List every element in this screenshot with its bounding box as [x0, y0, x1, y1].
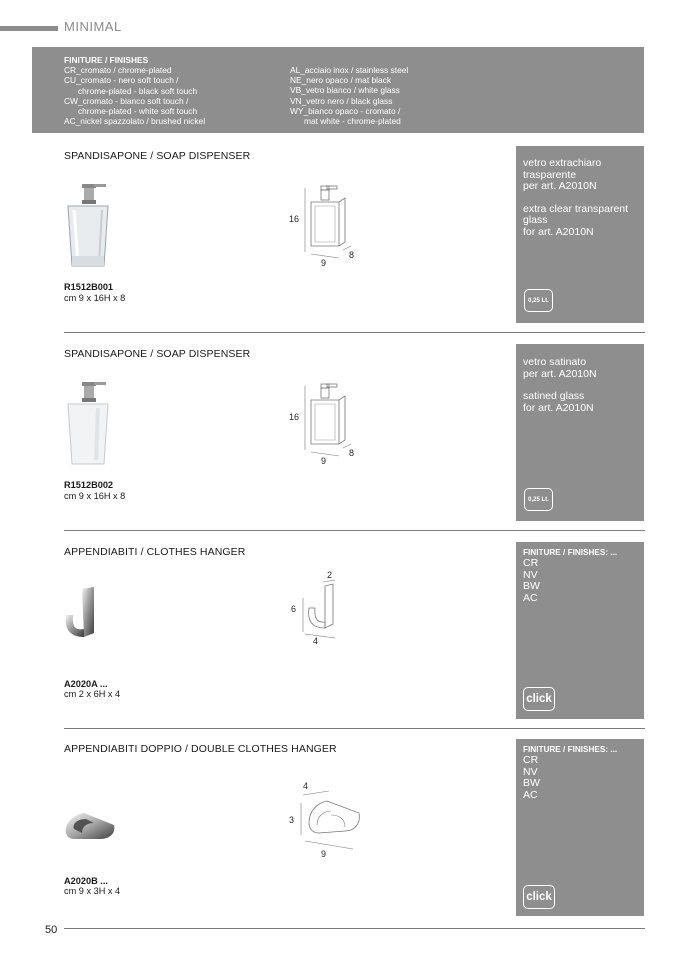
- finishes-left-column: [64, 55, 205, 126]
- product-code: R1512B001: [64, 282, 114, 292]
- finish-item: AL_acciaio inox / stainless steel: [290, 65, 409, 75]
- soap-dispenser-frosted-photo: [58, 378, 118, 468]
- drawing-width-label: 2: [327, 570, 333, 580]
- product-title: APPENDIABITI DOPPIO / DOUBLE CLOTHES HANGER: [64, 743, 337, 755]
- finish-item: CW_cromato - bianco soft touch /: [64, 95, 189, 106]
- finish-code: CR: [523, 557, 539, 569]
- finish-item: CR_cromato / chrome-plated: [64, 65, 172, 76]
- panel-description: [523, 158, 628, 238]
- panel-line: per art. A2010N: [523, 180, 597, 192]
- product-dimensions: cm 2 x 6H x 4: [64, 689, 121, 699]
- finish-item: chrome-plated - black soft touch: [64, 85, 198, 96]
- finish-code: AC: [523, 788, 538, 801]
- panel-line: extra clear transparent: [523, 202, 629, 215]
- double-clothes-hanger-drawing: [283, 777, 368, 862]
- product-code: A2020A ...: [64, 679, 108, 689]
- page-number: 50: [45, 924, 58, 936]
- clothes-hanger-drawing: [283, 568, 353, 648]
- finish-item: WY_bianco opaco - cromato /: [290, 105, 401, 116]
- drawing-depth-label: 4: [313, 636, 319, 646]
- section-divider: [64, 332, 645, 333]
- finishes-right-column: [290, 65, 408, 126]
- product-title: SPANDISAPONE / SOAP DISPENSER: [64, 348, 251, 360]
- panel-finishes-heading: FINITURE / FINISHES: ...: [523, 745, 618, 754]
- product-dimensions: cm 9 x 16H x 8: [64, 491, 126, 501]
- drawing-height-label: 16: [289, 412, 300, 422]
- drawing-height-label: 3: [289, 815, 295, 825]
- drawing-height-label: 6: [291, 604, 297, 614]
- finish-code: NV: [523, 765, 538, 778]
- drawing-depth-label: 8: [349, 448, 355, 458]
- panel-spacer: [523, 193, 628, 204]
- finishes-legend: [32, 47, 644, 133]
- drawing-width-label: 9: [321, 258, 327, 268]
- soap-dispenser-drawing: [283, 180, 368, 270]
- panel-line: vetro satinato: [523, 356, 587, 368]
- panel-description: [523, 357, 597, 414]
- finish-item: NE_nero opaco / mat black: [290, 75, 392, 86]
- soap-dispenser-photo: [58, 180, 118, 270]
- finishes-heading: FINITURE / FINISHES: [64, 55, 149, 65]
- panel-line: for art. A2010N: [523, 225, 594, 238]
- panel-line: for art. A2010N: [523, 401, 594, 414]
- finish-item: VB_vetro bianco / white glass: [290, 85, 400, 96]
- finish-code: NV: [523, 568, 538, 581]
- section-divider: [64, 530, 645, 531]
- panel-finishes-list: [523, 558, 540, 604]
- finishes-panel: [516, 739, 644, 916]
- panel-line: satined glass: [523, 390, 585, 402]
- panel-line: glass: [523, 214, 548, 226]
- capacity-badge: 0,25 Lt.: [524, 488, 553, 511]
- finish-item: CU_cromato - nero soft touch /: [64, 75, 179, 86]
- panel-finishes-heading: FINITURE / FINISHES: ...: [523, 548, 618, 557]
- product-code: A2020B ...: [64, 876, 108, 886]
- finish-code: AC: [523, 591, 538, 604]
- product-dimensions: cm 9 x 3H x 4: [64, 886, 121, 896]
- drawing-width-label: 9: [321, 456, 327, 466]
- drawing-height-label: 16: [289, 214, 300, 224]
- finish-code: CR: [523, 754, 539, 766]
- product-title: APPENDIABITI / CLOTHES HANGER: [64, 546, 246, 558]
- footer-rule: [64, 928, 645, 929]
- panel-line: per art. A2010N: [523, 367, 597, 380]
- section-divider: [64, 728, 645, 729]
- section-title: MINIMAL: [64, 19, 122, 34]
- finish-code: BW: [523, 777, 540, 789]
- panel-line: vetro extrachiaro: [523, 157, 602, 169]
- finish-item: VN_vetro nero / black glass: [290, 95, 393, 106]
- panel-finishes-list: [523, 755, 540, 801]
- product-title: SPANDISAPONE / SOAP DISPENSER: [64, 150, 251, 162]
- finish-item: AC_nickel spazzolato / brushed nickel: [64, 116, 206, 127]
- drawing-depth-label: 9: [321, 849, 327, 859]
- panel-line: trasparente: [523, 168, 577, 181]
- finishes-panel: [516, 542, 644, 719]
- section-bar: [0, 26, 58, 31]
- product-code: R1512B002: [64, 480, 114, 490]
- product-info-panel: [516, 146, 644, 323]
- clothes-hanger-photo: [60, 585, 100, 640]
- drawing-depth-label: 8: [349, 250, 355, 260]
- soap-dispenser-drawing: [283, 378, 368, 468]
- finish-code: BW: [523, 580, 540, 592]
- product-info-panel: [516, 344, 644, 521]
- drawing-width-label: 4: [303, 781, 309, 791]
- double-clothes-hanger-photo: [60, 805, 120, 845]
- finish-item: mat white - chrome-plated: [290, 116, 401, 127]
- click-button[interactable]: click: [523, 687, 555, 711]
- capacity-badge: 0,25 Lt.: [524, 289, 553, 312]
- product-dimensions: cm 9 x 16H x 8: [64, 293, 126, 303]
- finish-item: chrome-plated - white soft touch: [64, 106, 198, 117]
- click-button[interactable]: click: [523, 885, 555, 909]
